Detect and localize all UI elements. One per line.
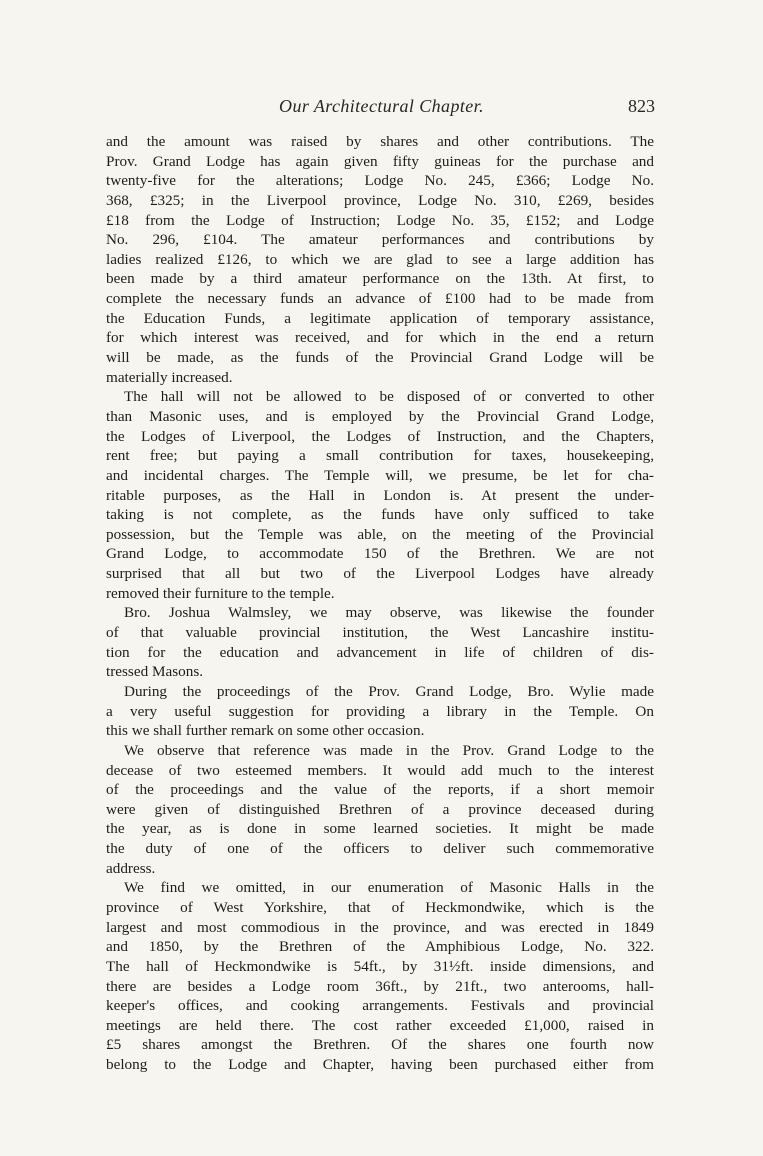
- text-line: rent free; but paying a small contribution for taxes, housekeeping,: [106, 447, 654, 465]
- text-line: than Masonic uses, and is employed by the Provincial Grand Lodge,: [106, 407, 654, 425]
- text-line: surprised that all but two of the Liverpool Lodges have already: [106, 565, 654, 583]
- text-line: the duty of one of the officers to deliver such commemorative: [106, 840, 654, 858]
- text-line: there are besides a Lodge room 36ft., by 21ft., two anterooms, hall-: [106, 977, 654, 995]
- page-number: 823: [628, 96, 655, 116]
- text-line: Grand Lodge, to accommodate 150 of the Brethren. We are not: [106, 545, 654, 563]
- text-line: the year, as is done in some learned societies. It might be made: [106, 820, 654, 838]
- paragraph-start-line: We observe that reference was made in the Prov. Grand Lodge to the: [124, 741, 654, 759]
- text-line: the Education Funds, a legitimate application of temporary assistance,: [106, 309, 654, 327]
- article-body: [106, 132, 654, 1075]
- paragraph-start-line: We find we omitted, in our enumeration of Masonic Halls in the: [124, 879, 654, 897]
- text-line: belong to the Lodge and Chapter, having been purchased either from: [106, 1056, 654, 1074]
- text-line: of that valuable provincial institution, the West Lancashire institu-: [106, 624, 654, 642]
- text-line: decease of two esteemed members. It would add much to the interest: [106, 761, 654, 779]
- text-line: this we shall further remark on some other occasion.: [106, 722, 425, 740]
- text-line: tion for the education and advancement in life of children of dis-: [106, 643, 654, 661]
- running-title: Our Architectural Chapter.: [279, 96, 484, 116]
- text-line: address.: [106, 859, 156, 877]
- text-line: meetings are held there. The cost rather exceeded £1,000, raised in: [106, 1016, 654, 1034]
- paragraph-start-line: Bro. Joshua Walmsley, we may observe, was likewise the founder: [124, 604, 654, 622]
- text-line: for which interest was received, and for which in the end a return: [106, 329, 654, 347]
- text-line: were given of distinguished Brethren of a province deceased during: [106, 800, 654, 818]
- text-line: will be made, as the funds of the Provincial Grand Lodge will be: [106, 349, 654, 367]
- running-head: [0, 96, 763, 126]
- text-line: taking is not complete, as the funds have only sufficed to take: [106, 506, 654, 524]
- text-line: possession, but the Temple was able, on the meeting of the Provincial: [106, 525, 654, 543]
- text-line: a very useful suggestion for providing a library in the Temple. On: [106, 702, 654, 720]
- text-line: largest and most commodious in the province, and was erected in 1849: [106, 918, 654, 936]
- text-line: and the amount was raised by shares and other contributions. The: [106, 133, 654, 150]
- text-line: twenty-five for the alterations; Lodge No. 245, £366; Lodge No.: [106, 172, 654, 190]
- paragraph-start-line: The hall will not be allowed to be disposed of or converted to other: [124, 388, 654, 406]
- text-line: tressed Masons.: [106, 663, 204, 681]
- text-line: and 1850, by the Brethren of the Amphibious Lodge, No. 322.: [106, 938, 654, 956]
- text-line: £18 from the Lodge of Instruction; Lodge No. 35, £152; and Lodge: [106, 211, 654, 229]
- text-line: No. 296, £104. The amateur performances and contributions by: [106, 231, 654, 249]
- text-line: ladies realized £126, to which we are glad to see a large addition has: [106, 250, 654, 268]
- text-line: The hall of Heckmondwike is 54ft., by 31½ft. inside dimensions, and: [106, 957, 654, 975]
- text-line: and incidental charges. The Temple will, we presume, be let for cha-: [106, 466, 654, 484]
- text-line: ritable purposes, as the Hall in London is. At present the under-: [106, 486, 654, 504]
- text-line: the Lodges of Liverpool, the Lodges of Instruction, and the Chapters,: [106, 427, 654, 445]
- text-line: keeper's offices, and cooking arrangements. Festivals and provincial: [106, 997, 654, 1015]
- text-line: Prov. Grand Lodge has again given fifty guineas for the purchase and: [106, 152, 654, 170]
- text-line: £5 shares amongst the Brethren. Of the shares one fourth now: [106, 1036, 654, 1054]
- text-line: of the proceedings and the value of the reports, if a short memoir: [106, 781, 654, 799]
- text-line: province of West Yorkshire, that of Heckmondwike, which is the: [106, 898, 654, 916]
- text-line: materially increased.: [106, 368, 233, 386]
- text-line: been made by a third amateur performance on the 13th. At first, to: [106, 270, 654, 288]
- paragraph-start-line: During the proceedings of the Prov. Grand Lodge, Bro. Wylie made: [124, 682, 654, 700]
- text-line: complete the necessary funds an advance of £100 had to be made from: [106, 290, 654, 308]
- text-line: removed their furniture to the temple.: [106, 584, 335, 602]
- text-line: 368, £325; in the Liverpool province, Lodge No. 310, £269, besides: [106, 191, 654, 209]
